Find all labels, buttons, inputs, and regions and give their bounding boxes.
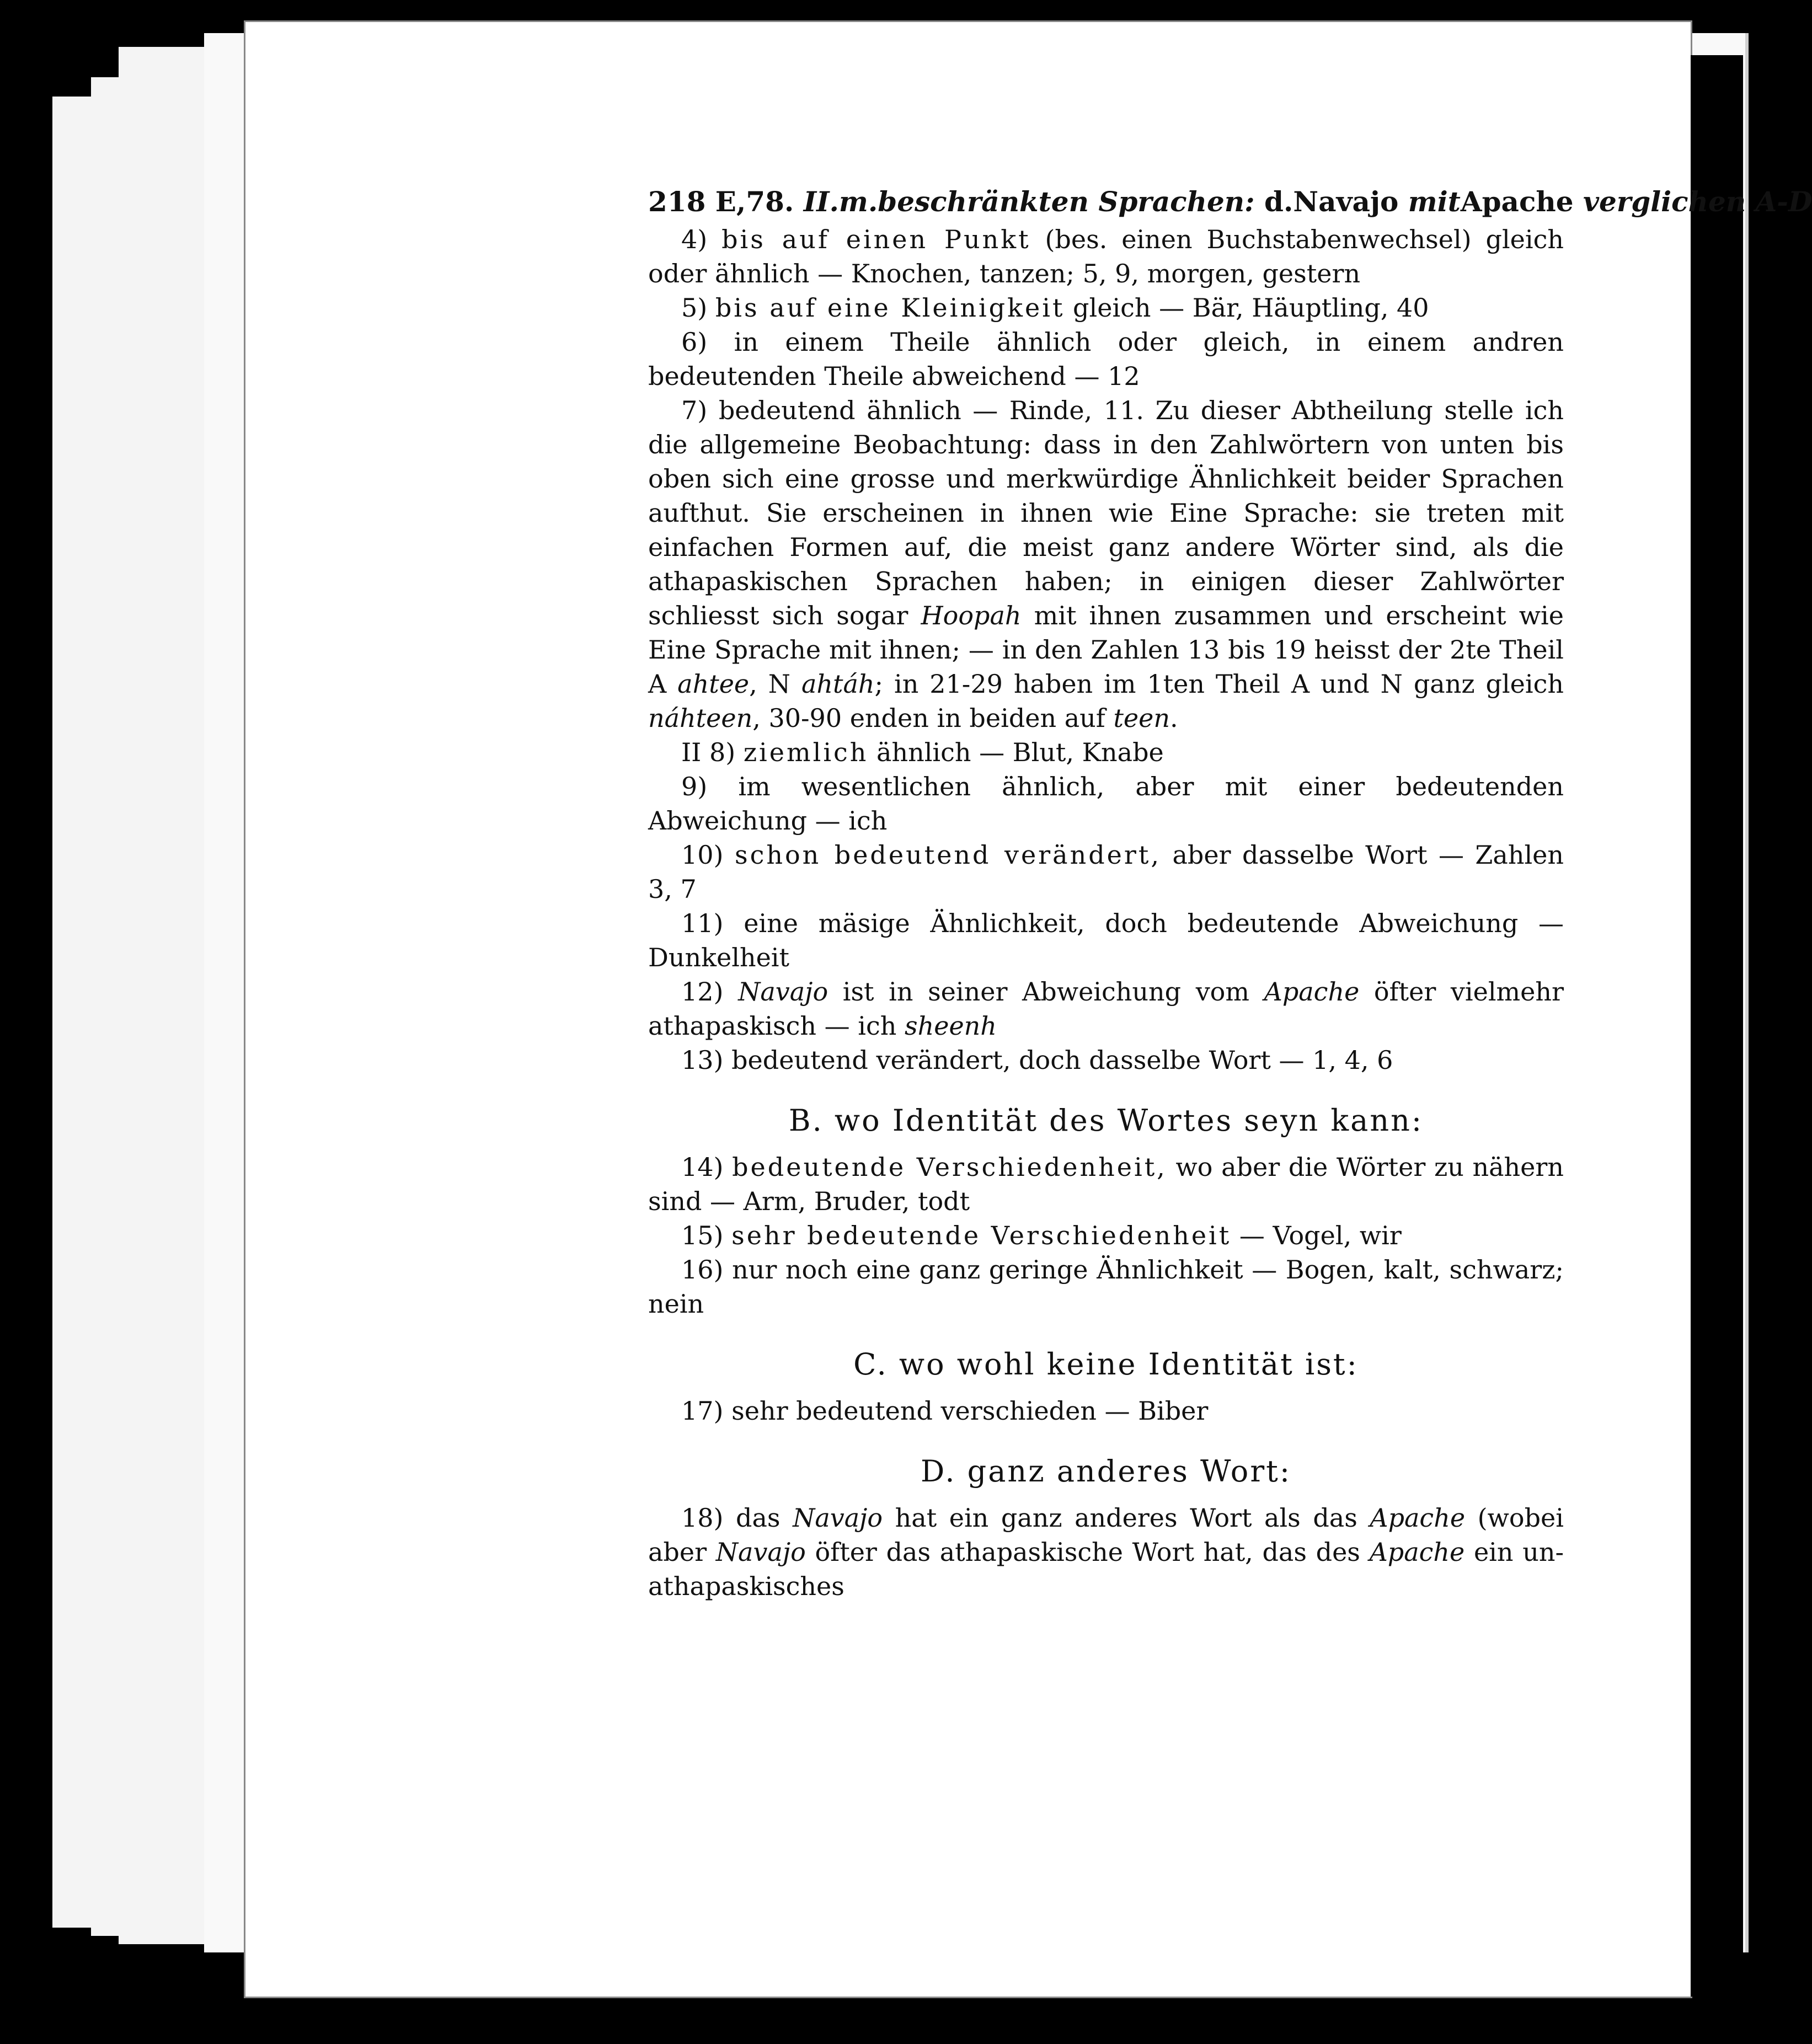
header-title-part: mit [1408, 185, 1461, 218]
list-item: 10) schon bedeutend verändert, aber dasselbe Wort — Zahlen 3, 7 [648, 840, 1564, 904]
section-heading-b: B. wo Identität des Wortes seyn kann: [788, 1103, 1424, 1138]
list-item: 16) nur noch eine ganz geringe Ähnlichkeit — Bogen, kalt, schwarz; nein [648, 1255, 1564, 1319]
section-code: E,78. [715, 185, 794, 218]
page-edge-shadow [1691, 55, 1743, 1997]
header-title-part: II.m.beschränkten Sprachen: [803, 185, 1255, 218]
section-heading-c: C. wo wohl keine Identität ist: [853, 1347, 1359, 1382]
page-text [648, 185, 1812, 1603]
list-item: 14) bedeutende Verschiedenheit, wo aber die Wörter zu nähern sind — Arm, Bruder, todt [648, 1152, 1564, 1216]
list-item: 15) sehr bedeutende Verschiedenheit — Vogel, wir [681, 1221, 1402, 1250]
list-item: 6) in einem Theile ähnlich oder gleich, in einem andren bedeutenden Theile abweichend — 12 [648, 327, 1564, 391]
section-heading-d: D. ganz anderes Wort: [920, 1454, 1292, 1489]
page-number: 218 [648, 185, 706, 218]
list-item: 4) bis auf einen Punkt (bes. einen Buchstabenwechsel) gleich oder ähnlich — Knochen, tanzen; 5, 9, morgen, gestern [648, 224, 1564, 288]
list-item: 18) das Navajo hat ein ganz anderes Wort als das Apache (wobei aber Navajo öfter das athapaskische Wort hat, das des Apache ein un-athapaskisches [648, 1503, 1564, 1601]
list-item: 9) im wesentlichen ähnlich, aber mit einer bedeutenden Abweichung — ich [648, 772, 1564, 836]
running-header [648, 185, 1812, 219]
header-title-part: verglichen A-D [1583, 185, 1812, 218]
list-item: 5) bis auf eine Kleinigkeit gleich — Bär, Häuptling, 40 [681, 293, 1429, 323]
list-item: 7) bedeutend ähnlich — Rinde, 11. Zu dieser Abtheilung stelle ich die allgemeine Beobachtung: dass in den Zahlwörtern von unten bis oben sich eine grosse und merkwürdige Ähnlichkeit beider Sprachen aufthut. Sie erscheinen in ihnen wie Eine Sprache: sie treten mit einfachen Formen auf, die meist ganz andere Wörter sind, als die athapaskischen Sprachen haben; in einigen dieser Zahlwörter schliesst sich sogar Hoopah mit ihnen zusammen und erscheint wie Eine Sprache mit ihnen; — in den Zahlen 13 bis 19 heisst der 2te Theil A ahtee, N ahtáh; in 21-29 haben im 1ten Theil A und N ganz gleich náhteen, 30-90 enden in beiden auf teen. [648, 395, 1564, 733]
header-title-part: d.Navajo [1264, 185, 1399, 218]
list-item: 13) bedeutend verändert, doch dasselbe Wort — 1, 4, 6 [681, 1045, 1393, 1075]
list-item: 11) eine mäsige Ähnlichkeit, doch bedeutende Abweichung — Dunkelheit [648, 908, 1564, 972]
list-item: 12) Navajo ist in seiner Abweichung vom Apache öfter vielmehr athapaskisch — ich sheenh [648, 977, 1564, 1041]
list-item: II 8) ziemlich ähnlich — Blut, Knabe [681, 737, 1164, 767]
list-item: 17) sehr bedeutend verschieden — Biber [681, 1396, 1209, 1426]
header-title-part: Apache [1460, 185, 1574, 218]
